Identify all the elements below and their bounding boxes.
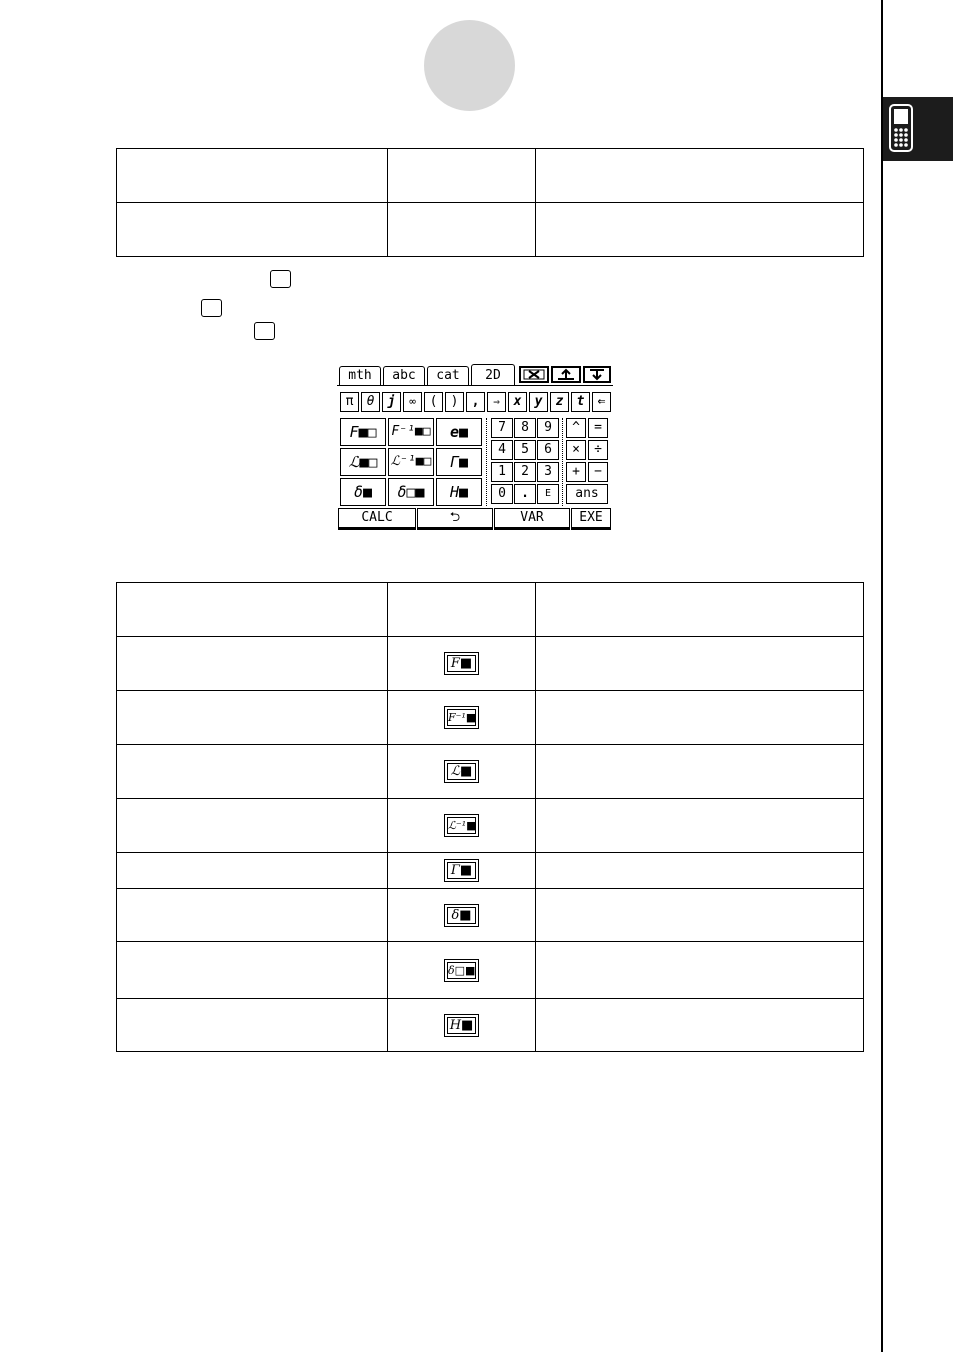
key-0[interactable]: 0 xyxy=(491,484,513,504)
table-row xyxy=(117,745,864,799)
key-label: ℒ■ xyxy=(447,763,476,780)
ans-key[interactable]: ans xyxy=(566,484,608,504)
power-key[interactable]: ^ xyxy=(566,418,586,438)
laplace-key[interactable]: ℒ■□ xyxy=(340,448,386,476)
key-label: H■ xyxy=(447,1017,476,1034)
table-cell xyxy=(536,942,864,999)
key-label: F⁻¹■ xyxy=(448,711,477,724)
table-cell xyxy=(388,583,536,637)
fourier-transform-key[interactable]: F■□ xyxy=(340,418,386,446)
x-variable-key[interactable]: x xyxy=(508,392,527,412)
page-number-circle xyxy=(424,20,515,111)
table-row xyxy=(117,853,864,889)
table-cell xyxy=(536,999,864,1052)
backspace-icon[interactable]: ⇐ xyxy=(592,392,611,412)
exe-button[interactable]: EXE xyxy=(571,508,611,530)
table-cell xyxy=(388,149,536,203)
gamma-key-icon xyxy=(444,859,479,882)
table-cell xyxy=(117,149,388,203)
table-cell xyxy=(536,691,864,745)
table-row xyxy=(117,889,864,942)
table-row xyxy=(117,942,864,999)
plus-key[interactable]: + xyxy=(566,462,586,482)
table-cell xyxy=(388,853,536,889)
key-label: F■ xyxy=(447,655,476,672)
table-row xyxy=(117,691,864,745)
table-cell xyxy=(117,637,388,691)
laplace-key-icon xyxy=(444,760,479,783)
imaginary-key[interactable]: j xyxy=(382,392,401,412)
assign-key[interactable]: ⇒ xyxy=(487,392,506,412)
key-5[interactable]: 5 xyxy=(514,440,536,460)
key-1[interactable]: 1 xyxy=(491,462,513,482)
table-cell xyxy=(388,203,536,257)
inverse-laplace-key-icon xyxy=(444,814,479,837)
key-9[interactable]: 9 xyxy=(537,418,559,438)
delta-derivative-key-icon xyxy=(444,959,479,982)
table-cell xyxy=(388,999,536,1052)
table-cell xyxy=(117,999,388,1052)
tab-mth[interactable]: mth xyxy=(339,366,381,385)
var-button[interactable]: VAR xyxy=(494,508,570,530)
table-cell xyxy=(536,745,864,799)
delta-key[interactable]: δ■ xyxy=(340,478,386,506)
table-row xyxy=(117,149,864,203)
table-cell xyxy=(536,853,864,889)
key-7[interactable]: 7 xyxy=(491,418,513,438)
key-dot[interactable]: . xyxy=(514,484,536,504)
table-cell xyxy=(536,149,864,203)
divide-key[interactable]: ÷ xyxy=(588,440,608,460)
table-cell xyxy=(117,799,388,853)
y-variable-key[interactable]: y xyxy=(529,392,548,412)
gamma-key[interactable]: Γ■ xyxy=(436,448,482,476)
key-4[interactable]: 4 xyxy=(491,440,513,460)
theta-key[interactable]: θ xyxy=(361,392,380,412)
table-cell xyxy=(388,942,536,999)
table-cell xyxy=(388,637,536,691)
key-3[interactable]: 3 xyxy=(537,462,559,482)
pi-key[interactable]: π xyxy=(340,392,359,412)
table-cell xyxy=(536,799,864,853)
delta-key-icon xyxy=(444,904,479,927)
table-cell xyxy=(536,203,864,257)
table-cell xyxy=(117,889,388,942)
table-cell xyxy=(117,745,388,799)
close-paren-key[interactable]: ) xyxy=(445,392,464,412)
up-arrow-icon[interactable] xyxy=(551,366,581,383)
fourier-transform-key-icon xyxy=(444,652,479,675)
table-cell xyxy=(117,942,388,999)
key-2[interactable]: 2 xyxy=(514,462,536,482)
open-paren-key[interactable]: ( xyxy=(424,392,443,412)
key-label: ℒ⁻¹■ xyxy=(448,819,477,832)
table-cell xyxy=(117,853,388,889)
table-cell xyxy=(388,799,536,853)
minus-key[interactable]: − xyxy=(588,462,608,482)
heaviside-key-icon xyxy=(444,1014,479,1037)
table-row xyxy=(117,999,864,1052)
calc-button[interactable]: CALC xyxy=(338,508,416,530)
infinity-key[interactable]: ∞ xyxy=(403,392,422,412)
key-6[interactable]: 6 xyxy=(537,440,559,460)
function-table xyxy=(116,582,864,1052)
heaviside-key[interactable]: H■ xyxy=(436,478,482,506)
table-cell xyxy=(117,691,388,745)
table-cell xyxy=(536,637,864,691)
z-variable-key[interactable]: z xyxy=(550,392,569,412)
key-label: δ■ xyxy=(447,907,476,924)
chapter-tab xyxy=(883,97,953,161)
key-label: Γ■ xyxy=(447,862,476,879)
soft-keyboard-2d xyxy=(337,364,613,532)
delta-derivative-key[interactable]: δ□■ xyxy=(388,478,434,506)
tab-abc[interactable]: abc xyxy=(383,366,425,385)
table-cell xyxy=(117,203,388,257)
calculator-icon xyxy=(887,103,917,153)
inverse-fourier-key[interactable]: F⁻¹■□ xyxy=(388,418,434,446)
multiply-key[interactable]: × xyxy=(566,440,586,460)
key-symbol-icon xyxy=(254,322,275,340)
key-symbol-icon xyxy=(201,299,222,317)
equals-key[interactable]: = xyxy=(588,418,608,438)
undo-button[interactable]: ⮌ xyxy=(417,508,493,530)
t-variable-key[interactable]: t xyxy=(571,392,590,412)
table-cell xyxy=(388,745,536,799)
table-cell xyxy=(388,889,536,942)
table-cell xyxy=(388,691,536,745)
table-row xyxy=(117,203,864,257)
table-header-row xyxy=(117,583,864,637)
exp-key[interactable]: e■ xyxy=(436,418,482,446)
margin-rule xyxy=(881,0,883,1352)
table-cell xyxy=(536,889,864,942)
down-arrow-icon[interactable] xyxy=(583,366,611,383)
table-cell xyxy=(536,583,864,637)
key-label: δ□■ xyxy=(448,963,476,977)
inverse-fourier-key-icon xyxy=(444,706,479,729)
inverse-laplace-key[interactable]: ℒ⁻¹■□ xyxy=(388,448,434,476)
tab-cat[interactable]: cat xyxy=(427,366,469,385)
key-symbol-icon xyxy=(270,270,291,288)
comma-key[interactable]: , xyxy=(466,392,485,412)
tab-2d[interactable]: 2D xyxy=(471,364,515,386)
table-cell xyxy=(117,583,388,637)
x-box-icon[interactable] xyxy=(519,366,549,383)
table-row xyxy=(117,799,864,853)
top-table xyxy=(116,148,864,257)
key-exponent[interactable]: E xyxy=(537,484,559,504)
table-row xyxy=(117,637,864,691)
key-8[interactable]: 8 xyxy=(514,418,536,438)
